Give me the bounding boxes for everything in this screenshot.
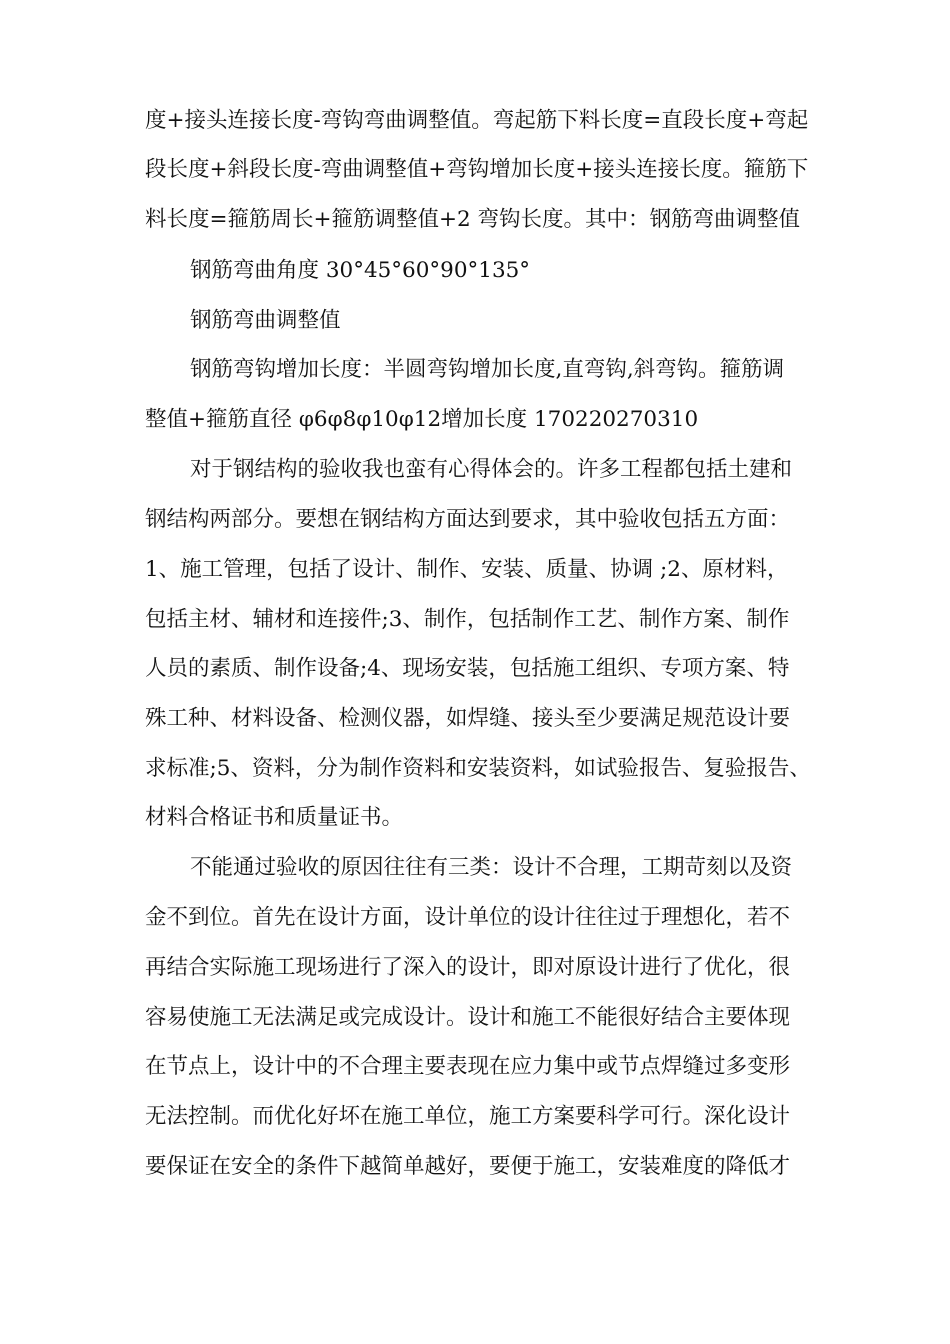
text-line: 无法控制。而优化好坏在施工单位，施工方案要科学可行。深化设计	[145, 1104, 791, 1129]
text-line: 在节点上，设计中的不合理主要表现在应力集中或节点焊缝过多变形	[145, 1054, 791, 1079]
text-line: 人员的素质、制作设备;4、现场安装，包括施工组织、专项方案、特	[145, 656, 790, 681]
text-line: 度+接头连接长度-弯钩弯曲调整值。弯起筋下料长度=直段长度+弯起	[145, 108, 809, 133]
text-line: 金不到位。首先在设计方面，设计单位的设计往往过于理想化，若不	[145, 905, 791, 930]
text-line: 殊工种、材料设备、检测仪器，如焊缝、接头至少要满足规范设计要	[145, 706, 791, 731]
text-line: 钢结构两部分。要想在钢结构方面达到要求，其中验收包括五方面：	[145, 507, 791, 532]
text-line: 段长度+斜段长度-弯曲调整值+弯钩增加长度+接头连接长度。箍筋下	[145, 157, 809, 182]
text-line: 整值+箍筋直径 φ6φ8φ10φ12增加长度 170220270310	[145, 407, 699, 432]
text-line: 容易使施工无法满足或完成设计。设计和施工不能很好结合主要体现	[145, 1005, 791, 1030]
text-line: 钢筋弯钩增加长度：半圆弯钩增加长度,直弯钩,斜弯钩。箍筋调	[190, 357, 785, 382]
text-line: 钢筋弯曲角度 30°45°60°90°135°	[190, 258, 531, 283]
text-line: 包括主材、辅材和连接件;3、制作，包括制作工艺、制作方案、制作	[145, 607, 790, 632]
text-line: 求标准;5、资料，分为制作资料和安装资料，如试验报告、复验报告、	[145, 756, 811, 781]
text-line: 不能通过验收的原因往往有三类：设计不合理，工期苛刻以及资	[190, 855, 793, 880]
text-line: 对于钢结构的验收我也蛮有心得体会的。许多工程都包括土建和	[190, 457, 793, 482]
text-line: 钢筋弯曲调整值	[190, 308, 341, 333]
text-line: 料长度=箍筋周长+箍筋调整值+2 弯钩长度。其中：钢筋弯曲调整值	[145, 207, 801, 232]
text-line: 材料合格证书和质量证书。	[145, 805, 404, 830]
text-line: 1、施工管理，包括了设计、制作、安装、质量、协调 ;2、原材料，	[145, 557, 789, 582]
text-line: 要保证在安全的条件下越简单越好，要便于施工，安装难度的降低才	[145, 1154, 791, 1179]
text-line: 再结合实际施工现场进行了深入的设计，即对原设计进行了优化，很	[145, 955, 791, 980]
